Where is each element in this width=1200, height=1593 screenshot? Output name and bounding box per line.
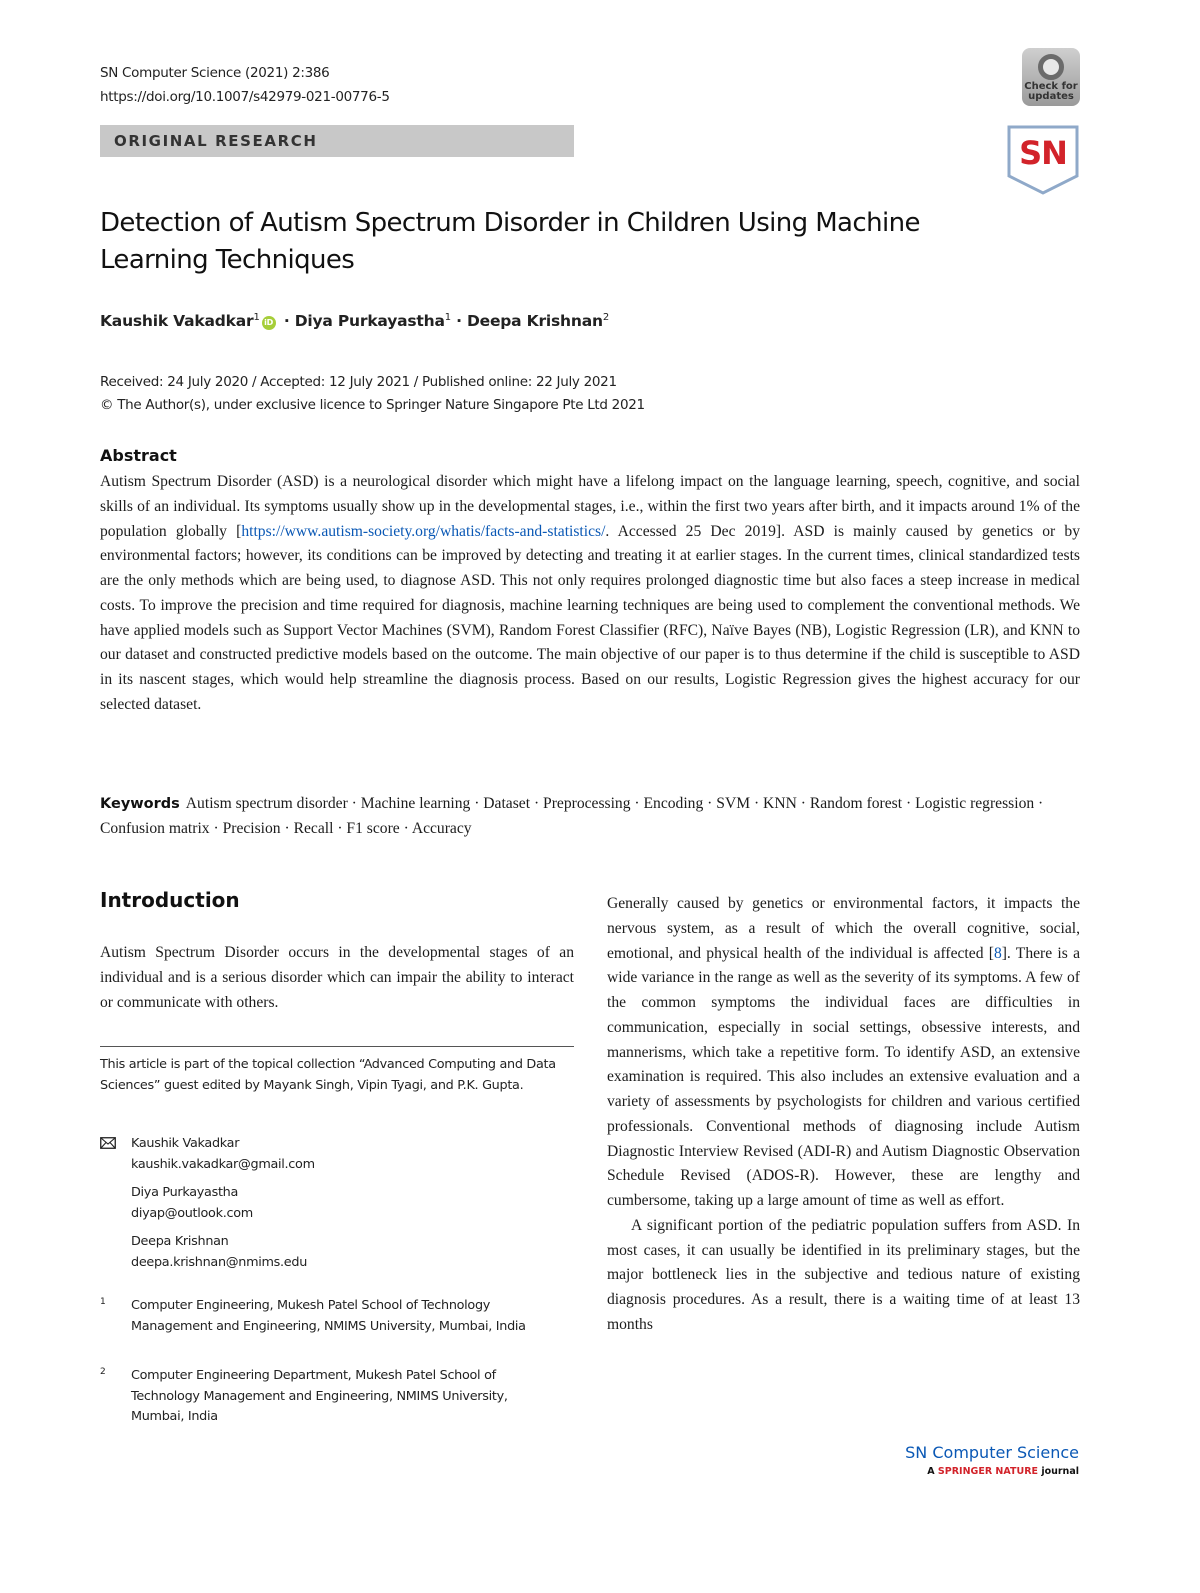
abstract-text-part1: Autism Spectrum Disorder (ASD) is a neurological disorder which might have a lifelong impact on the language learning, speech, cognitive, and social skills of an individual. Its symptoms usually show up in the developmental stages, i.e., within the first two years after birth, and it impacts around 1% of the population globally [ (100, 473, 1080, 540)
footer-journal-name: SN Computer Science (905, 1443, 1079, 1462)
affiliation-number: 1 (100, 1297, 106, 1307)
affiliation-text: Computer Engineering, Mukesh Patel School of Technology Management and Engineering, NMIMS University, Mumbai, India (131, 1298, 526, 1334)
contact-entry (131, 1183, 253, 1224)
author-affil-ref: 1 (253, 312, 260, 323)
abstract-heading: Abstract (100, 446, 177, 465)
keywords (100, 792, 1080, 842)
author-affil-ref: 1 (444, 312, 451, 323)
dates-line: Received: 24 July 2020 / Accepted: 12 July 2021 / Published online: 22 July 2021 (100, 374, 617, 390)
author-name: Kaushik Vakadkar (100, 312, 254, 331)
article-title: Detection of Autism Spectrum Disorder in Children Using Machine Learning Techniques (100, 208, 920, 275)
keywords-text: Autism spectrum disorder · Machine learning · Dataset · Preprocessing · Encoding · SVM · KNN · Random forest · Logistic regression · Confusion matrix · Precision · Recall · F1 score · Accuracy (100, 795, 1044, 837)
introduction-heading: Introduction (100, 888, 240, 912)
section-banner: ORIGINAL RESEARCH (100, 125, 574, 157)
doi-link[interactable]: https://doi.org/10.1007/s42979-021-00776-5 (100, 89, 390, 105)
contact-name: Kaushik Vakadkar (131, 1136, 240, 1151)
journal-citation: SN Computer Science (2021) 2:386 (100, 65, 330, 81)
contact-entry (131, 1232, 307, 1273)
citation-ref-8[interactable]: 8 (993, 944, 1002, 962)
abstract-text-part2: . Accessed 25 Dec 2019]. ASD is mainly caused by genetics or by environmental factors; however, its conditions can be improved by detecting and treating it at earlier stages. In the current times, clinical standardized tests are the only methods which are being used, to diagnose ASD. This not only requires prolonged diagnostic time but also faces a steep increase in medical costs. To improve the precision and time required for diagnosis, machine learning techniques are being used to complement the conventional methods. We have applied models such as Support Vector Machines (SVM), Random Forest Classifier (RFC), Naïve Bayes (NB), Logistic Regression (LR), and KNN to our dataset and constructed predictive models based on the outcome. The main objective of our paper is to thus determine if the child is susceptible to ASD in its nascent stages, which would help streamline the diagnosis process. Based on our results, Logistic Regression gives the highest accuracy for our selected dataset. (100, 522, 1080, 713)
check-for-updates-badge[interactable] (1022, 48, 1080, 106)
author-name: Diya Purkayastha (294, 312, 445, 331)
sn-logo-text: SN (1019, 134, 1067, 172)
contact-email[interactable]: kaushik.vakadkar@gmail.com (131, 1156, 315, 1172)
affiliation-text: Computer Engineering Department, Mukesh Patel School of Technology Management and Engineering, NMIMS University, Mumbai, India (131, 1368, 508, 1424)
topical-collection-note: This article is part of the topical collection “Advanced Computing and Data Sciences” guest edited by Mayank Singh, Vipin Tyagi, and P.K. Gupta. (100, 1057, 556, 1093)
intro-p1-text-b: ]. There is a wide variance in the range as well as the severity of its symptoms. A few of the common symptoms the individual faces are difficulties in communication, especially in social settings, obsessive interests, and mannerisms, which take a repetitive form. To identify ASD, an extensive examination is required. This also includes an extensive evaluation and a variety of assessments by psychologists for children and various certified professionals. Conventional methods of diagnosing include Autism Diagnostic Interview Revised (ADI-R) and Autism Diagnostic Observation Schedule Revised (ADOS-R). However, these are lengthy and cumbersome, taking up a large amount of time as well as effort. (607, 944, 1080, 1209)
author-list (100, 312, 609, 330)
check-badge-line1: Check for (1024, 81, 1078, 92)
intro-right-paragraph-2: A significant portion of the pediatric population suffers from ASD. In most cases, it can usually be identified in its preliminary stages, but the major bottleneck lies in the subjective and tedious nature of existing diagnosis procedures. As a result, there is a waiting time of at least 13 months (607, 1216, 1080, 1333)
contact-name: Diya Purkayastha (131, 1185, 239, 1200)
copyright-line: © The Author(s), under exclusive licence to Springer Nature Singapore Pte Ltd 2021 (100, 397, 645, 413)
author-separator: · (283, 312, 290, 331)
footer-prefix: A (927, 1466, 935, 1477)
abstract-link[interactable]: https://www.autism-society.org/whatis/facts-and-statistics/ (241, 522, 606, 540)
footnote-divider (100, 1046, 574, 1047)
contact-email[interactable]: diyap@outlook.com (131, 1205, 253, 1221)
footer-springer-line (880, 1466, 1079, 1477)
footer-suffix: journal (1041, 1466, 1079, 1477)
contact-name: Deepa Krishnan (131, 1234, 229, 1249)
author-separator: · (456, 312, 462, 331)
publication-dates (100, 371, 645, 417)
abstract-text (100, 470, 1080, 718)
keywords-label: Keywords (100, 796, 180, 812)
envelope-icon (100, 1137, 116, 1149)
affiliation-number: 2 (100, 1367, 106, 1377)
sn-journal-logo (1006, 124, 1080, 196)
intro-right-column (607, 892, 1080, 1338)
check-badge-line2: updates (1028, 91, 1074, 102)
contact-email[interactable]: deepa.krishnan@nmims.edu (131, 1254, 308, 1270)
intro-left-column (100, 941, 574, 1015)
intro-p1-text-a: Generally caused by genetics or environmental factors, it impacts the nervous system, as a result of which the overall cognitive, social, emotional, and physical health of the individual is affected [ (607, 895, 1080, 962)
check-updates-icon (1038, 54, 1064, 80)
intro-right-paragraph-1 (607, 892, 1080, 1214)
orcid-icon[interactable]: iD (262, 316, 276, 330)
intro-left-paragraph: Autism Spectrum Disorder occurs in the developmental stages of an individual and is a serious disorder which can impair the ability to interact or communicate with others. (100, 944, 574, 1011)
springer-nature-brand: SPRINGER NATURE (937, 1466, 1039, 1477)
contact-entry (131, 1134, 315, 1175)
author-affil-ref: 2 (602, 312, 609, 323)
author-name: Deepa Krishnan (467, 312, 603, 331)
